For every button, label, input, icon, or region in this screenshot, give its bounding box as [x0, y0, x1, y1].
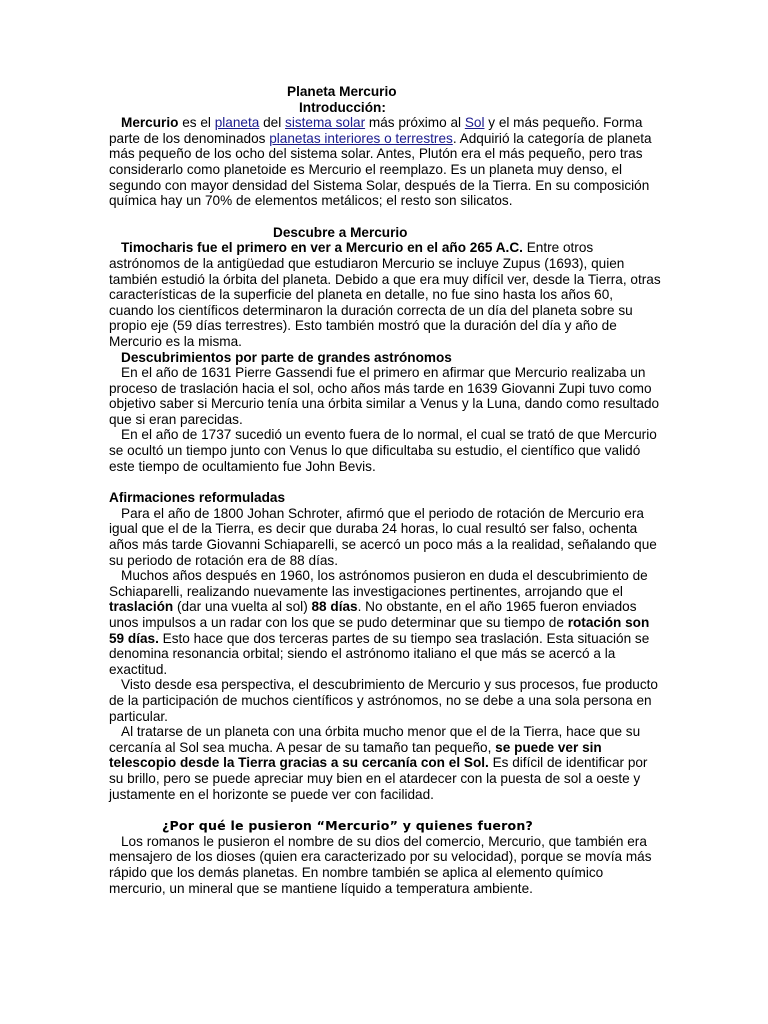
document-title: Planeta Mercurio	[287, 84, 397, 99]
planetas-interiores-link[interactable]: planetas interiores o terrestres	[269, 130, 453, 146]
mercurio-bold: Mercurio	[121, 115, 179, 131]
planeta-link[interactable]: planeta	[214, 115, 260, 131]
intro-heading: Introducción:	[299, 99, 386, 115]
porque-heading: ¿Por qué le pusieron “Mercurio” y quienes fueron?	[162, 818, 534, 834]
porque-paragraph: Los romanos le pusieron el nombre de su dios del comercio, Mercurio, que también era mensajero de los dioses (quien era caracterizado por su velocidad), porque se movía más rápido que los demás planetas. En nombre también se aplica al elemento químico mercurio, un mineral que se mantiene líquido a temperatura ambiente.	[109, 833, 652, 896]
document-page	[109, 84, 661, 896]
afirmaciones-paragraph-3: Visto desde esa perspectiva, el descubrimiento de Mercurio y sus procesos, fue producto de la participación de muchos científicos y astrónomos, no se debe a una sola persona en particular.	[109, 677, 658, 724]
descubrimientos-paragraph-2: En el año de 1737 sucedió un evento fuera de lo normal, el cual se trató de que Mercurio se ocultó un tiempo junto con Venus lo que dificultaba su estudio, el científico que validó este tiempo de ocultamiento fue John Bevis.	[109, 427, 657, 474]
descubrimientos-heading: Descubrimientos por parte de grandes astrónomos	[121, 349, 452, 365]
afirmaciones-paragraph-1: Para el año de 1800 Johan Schroter, afirmó que el periodo de rotación de Mercurio era igual que el de la Tierra, es decir que duraba 24 horas, lo cual resultó ser falso, ochenta años más tarde Giovanni Schiaparelli, se acercó un poco más a la realidad, señalando que su periodo de rotación era de 88 días.	[109, 505, 657, 568]
afirmaciones-paragraph-4: Al tratarse de un planeta con una órbita mucho menor que el de la Tierra, hace que su cercanía al Sol sea mucha. A pesar de su tamaño tan pequeño, se puede ver sin telescopio desde la Tierra gracias a su cercanía con el Sol. Es difícil de identificar por su brillo, pero se puede apreciar muy bien en el atardecer con la puesta de sol a oeste y justamente en el horizonte se puede ver con facilidad.	[109, 724, 648, 802]
descubrimientos-paragraph-1: En el año de 1631 Pierre Gassendi fue el primero en afirmar que Mercurio realizaba un proceso de traslación hacia el sol, ocho años más tarde en 1639 Giovanni Zupi tuvo como objetivo saber si Mercurio tenía una órbita similar a Venus y la Luna, dando como resultado que si eran parecidas.	[109, 365, 660, 427]
intro-paragraph: Mercurio es el planeta del sistema solar más próximo al Sol y el más pequeño. Forma parte de los denominados planetas interiores o terrestres. Adquirió la categoría de planeta más pequeño de los ocho del sistema solar. Antes, Plutón era el más pequeño, pero tras considerarlo como planetoide es Mercurio el reemplazo. Es un planeta muy denso, el segundo con mayor densidad del Sistema Solar, después de la Tierra. En su composición química hay un 70% de elementos metálicos; el resto son silicatos.	[109, 115, 652, 209]
descubre-paragraph: Timocharis fue el primero en ver a Mercurio en el año 265 A.C. Entre otros astrónomos de la antigüedad que estudiaron Mercurio se incluye Zupus (1693), quien también estudió la órbita del planeta. Debido a que era muy difícil ver, desde la Tierra, otras características de la superficie del planeta en detalle, no fue sino hasta los años 60, cuando los científicos determinaron la duración correcta de un día del planeta sobre su propio eje (59 días terrestres). Esto también mostró que la duración del día y año de Mercurio es la misma.	[109, 240, 661, 349]
sol-link[interactable]: Sol	[464, 115, 485, 131]
sistema-solar-link[interactable]: sistema solar	[285, 115, 366, 131]
descubre-heading: Descubre a Mercurio	[273, 224, 408, 240]
afirmaciones-paragraph-2: Muchos años después en 1960, los astrónomos pusieron en duda el descubrimiento de Schiaparelli, realizando nuevamente las investigaciones pertinentes, arrojando que el traslación (dar una vuelta al sol) 88 días. No obstante, en el año 1965 fueron enviados unos impulsos a un radar con los que se pudo determinar que su tiempo de rotación son 59 días. Esto hace que dos terceras partes de su tiempo sea traslación. Esta situación se denomina resonancia orbital; siendo el astrónomo italiano el que más se acercó a la exactitud.	[109, 568, 650, 677]
afirmaciones-heading: Afirmaciones reformuladas	[109, 490, 286, 506]
